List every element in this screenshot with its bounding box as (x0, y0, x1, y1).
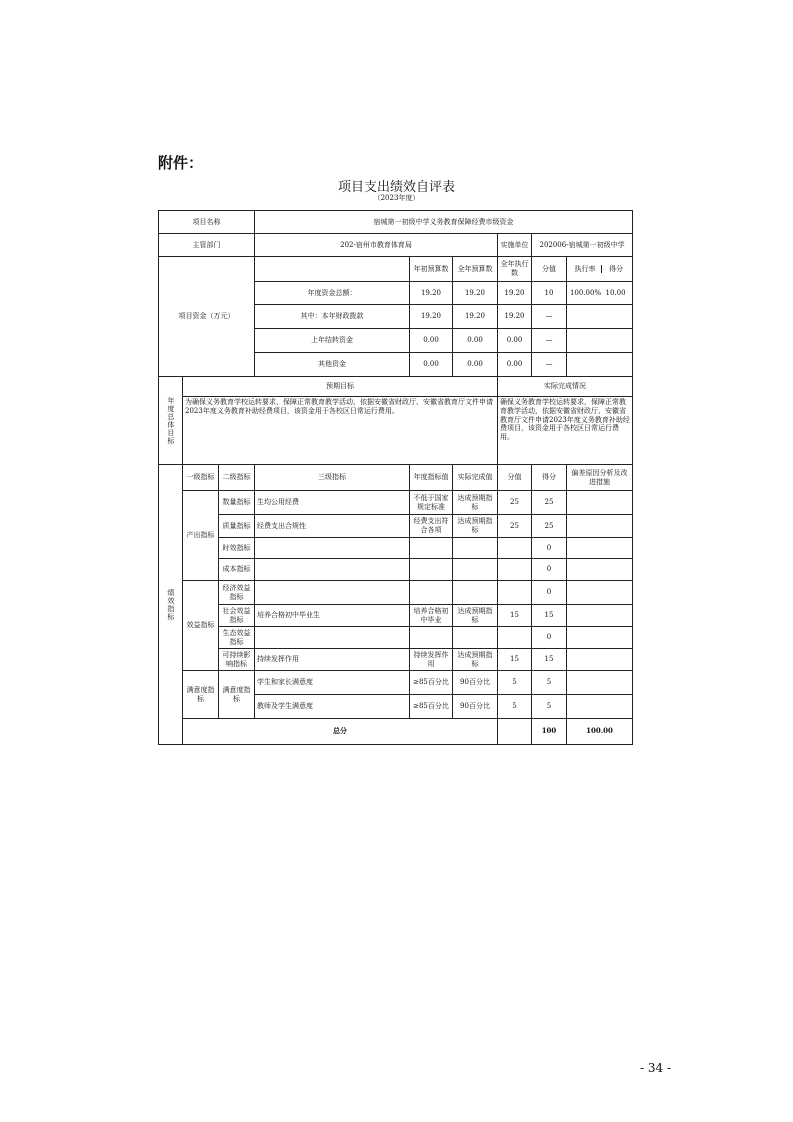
ind-target: 不低于国家规定标准 (410, 491, 453, 515)
document-subtitle: （2023年度） (373, 194, 420, 202)
ind-actual (453, 581, 498, 605)
ind-level2: 生态效益指标 (219, 627, 255, 649)
ind-level3: 教师及学生满意度 (255, 695, 410, 719)
funds-row-label: 其他资金 (255, 353, 410, 377)
funds-score: 10.00 (605, 288, 626, 297)
ind-score: 5 (532, 671, 567, 695)
ind-score: 25 (532, 515, 567, 538)
ind-target (410, 627, 453, 649)
goals-label (159, 377, 183, 465)
funds-cell: 0.00 (453, 329, 498, 353)
funds-header (567, 257, 633, 282)
ind-level2: 成本指标 (219, 559, 255, 581)
funds-header: 全年预算数 (453, 257, 498, 282)
ind-target: 经费支出符合各项 (410, 515, 453, 538)
dept-label: 主管部门 (159, 234, 255, 257)
ind-notes (567, 581, 633, 605)
funds-header-score: 得分 (609, 264, 624, 273)
ind-level2: 经济效益指标 (219, 581, 255, 605)
indicators-label-text: 绩效指标 (166, 588, 175, 621)
ind-target (410, 559, 453, 581)
document-title: 项目支出绩效自评表 (337, 180, 455, 195)
ind-actual: 达成预期指标 (453, 605, 498, 627)
ind-level3 (255, 538, 410, 559)
funds-cell: 0.00 (410, 329, 453, 353)
ind-actual: 达成预期指标 (453, 491, 498, 515)
funds-header: 分值 (532, 257, 567, 282)
ind-target: 培养合格初中毕业 (410, 605, 453, 627)
ind-level3 (255, 581, 410, 605)
ind-score: 5 (532, 695, 567, 719)
ind-score-value: 15 (498, 649, 532, 671)
indicators-label (159, 465, 183, 745)
funds-label: 项目资金（万元） (159, 257, 255, 377)
goals-expected-header: 预期目标 (183, 377, 498, 397)
ind-score: 0 (532, 538, 567, 559)
goals-actual: 确保义务教育学校运转要求，保障正常教育教学活动，依据安徽省财政厅、安徽省教育厅文件申请2023年度义务教育补助经费项目，该资金用于各校区日常运行费用。 (498, 397, 633, 465)
ind-level2: 满意度指标 (219, 671, 255, 719)
ind-score: 25 (532, 491, 567, 515)
ind-level2: 可持续影响指标 (219, 649, 255, 671)
funds-header-rate: 执行率 (569, 265, 602, 274)
ind-notes (567, 559, 633, 581)
ind-actual: 90百分比 (453, 695, 498, 719)
project-name-label: 项目名称 (159, 211, 255, 234)
ind-score-value: 5 (498, 671, 532, 695)
goals-label-text: 年度总体目标 (166, 396, 175, 445)
ind-score: 0 (532, 627, 567, 649)
ind-score: 15 (532, 605, 567, 627)
ind-notes (567, 605, 633, 627)
ind-score-value (498, 538, 532, 559)
funds-cell: — (532, 329, 567, 353)
funds-cell: 19.20 (453, 282, 498, 305)
ind-notes (567, 671, 633, 695)
performance-table (158, 210, 633, 745)
ind-level3 (255, 559, 410, 581)
funds-cell: 0.00 (410, 353, 453, 377)
goals-actual-header: 实际完成情况 (498, 377, 633, 397)
page-number: - 34 - (640, 1061, 672, 1075)
funds-header: 年初预算数 (410, 257, 453, 282)
funds-row-label: 年度资金总额： (255, 282, 410, 305)
total-label: 总分 (183, 719, 498, 745)
ind-actual: 90百分比 (453, 671, 498, 695)
funds-cell: — (532, 305, 567, 329)
unit-value: 202006-宿城第一初级中学 (532, 234, 633, 257)
funds-cell (567, 353, 633, 377)
ind-target: 持续发挥作用 (410, 649, 453, 671)
ind-target: ≥85百分比 (410, 671, 453, 695)
group-satisfaction: 满意度指标 (183, 671, 219, 719)
unit-label: 实施单位 (498, 234, 532, 257)
funds-cell (567, 329, 633, 353)
ind-header: 实际完成值 (453, 465, 498, 491)
ind-header: 一级指标 (183, 465, 219, 491)
ind-level3: 经费支出合规性 (255, 515, 410, 538)
ind-actual (453, 559, 498, 581)
ind-level3: 持续发挥作用 (255, 649, 410, 671)
group-output: 产出指标 (183, 491, 219, 581)
dept-value: 202-宿州市教育体育局 (255, 234, 498, 257)
ind-score-value: 25 (498, 491, 532, 515)
funds-cell: 19.20 (453, 305, 498, 329)
funds-cell (567, 305, 633, 329)
ind-score: 0 (532, 559, 567, 581)
ind-level2: 社会效益指标 (219, 605, 255, 627)
ind-level3 (255, 627, 410, 649)
ind-notes (567, 695, 633, 719)
ind-level3: 学生和家长满意度 (255, 671, 410, 695)
ind-notes (567, 627, 633, 649)
goals-expected: 为确保义务教育学校运转要求，保障正常教育教学活动，依据安徽省财政厅、安徽省教育厅文件申请2023年度义务教育补助经费项目，该资金用于各校区日常运行费用。 (183, 397, 498, 465)
ind-target: ≥85百分比 (410, 695, 453, 719)
ind-header: 三级指标 (255, 465, 410, 491)
ind-score-value (498, 581, 532, 605)
ind-score-value (498, 559, 532, 581)
funds-header: 全年执行数 (498, 257, 532, 282)
ind-header: 偏差原因分析及改进措施 (567, 465, 633, 491)
ind-actual: 达成预期指标 (453, 649, 498, 671)
funds-cell: 19.20 (410, 305, 453, 329)
funds-row-label: 上年结转资金 (255, 329, 410, 353)
total-score-value: 100 (532, 719, 567, 745)
funds-cell: 19.20 (410, 282, 453, 305)
ind-score-value: 25 (498, 515, 532, 538)
total-score: 100.00 (567, 719, 633, 745)
ind-target (410, 538, 453, 559)
ind-score-value: 15 (498, 605, 532, 627)
ind-actual: 达成预期指标 (453, 515, 498, 538)
ind-score-value: 5 (498, 695, 532, 719)
funds-cell: 0.00 (453, 353, 498, 377)
attachment-label: 附件： (158, 154, 204, 172)
funds-cell: — (532, 353, 567, 377)
funds-cell: 0.00 (498, 329, 532, 353)
funds-row-label: 其中：本年财政拨款 (255, 305, 410, 329)
ind-score: 0 (532, 581, 567, 605)
ind-header: 得分 (532, 465, 567, 491)
project-name: 宿城第一初级中学义务教育保障经费市级资金 (255, 211, 633, 234)
funds-cell: 10 (532, 282, 567, 305)
ind-actual (453, 538, 498, 559)
funds-cell (567, 282, 633, 305)
ind-level2: 数量指标 (219, 491, 255, 515)
funds-cell: 19.20 (498, 282, 532, 305)
funds-cell: 0.00 (498, 353, 532, 377)
ind-notes (567, 649, 633, 671)
group-benefit: 效益指标 (183, 581, 219, 671)
ind-header: 分值 (498, 465, 532, 491)
ind-header: 二级指标 (219, 465, 255, 491)
ind-score-value (498, 627, 532, 649)
funds-cell: 19.20 (498, 305, 532, 329)
ind-notes (567, 538, 633, 559)
ind-target (410, 581, 453, 605)
ind-actual (453, 627, 498, 649)
ind-score: 15 (532, 649, 567, 671)
ind-level3: 生均公用经费 (255, 491, 410, 515)
ind-header: 年度指标值 (410, 465, 453, 491)
ind-level3: 培养合格初中毕业生 (255, 605, 410, 627)
total-actual (498, 719, 532, 745)
ind-notes (567, 515, 633, 538)
ind-notes (567, 491, 633, 515)
funds-header-blank (255, 257, 410, 282)
funds-rate: 100.00% (569, 288, 602, 297)
ind-level2: 时效指标 (219, 538, 255, 559)
ind-level2: 质量指标 (219, 515, 255, 538)
